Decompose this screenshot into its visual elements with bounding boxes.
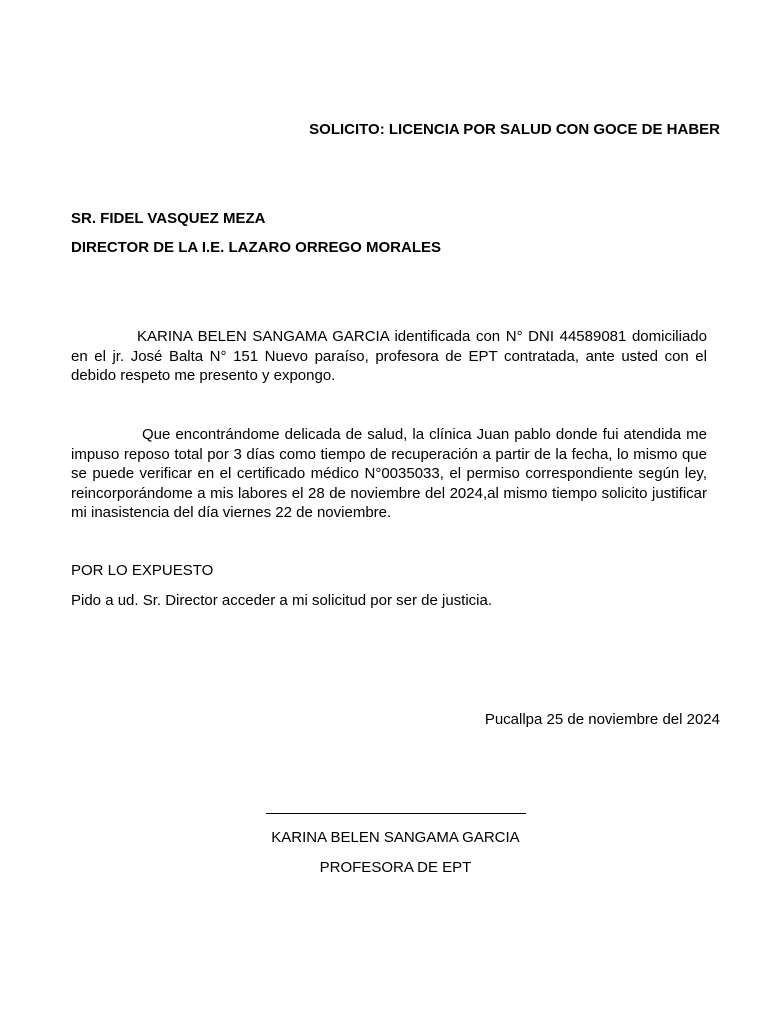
- signatory-name: KARINA BELEN SANGAMA GARCIA: [271, 829, 520, 846]
- closing-heading: POR LO EXPUESTO: [71, 562, 214, 579]
- signatory-position: PROFESORA DE EPT: [319, 859, 472, 876]
- addressee-name: SR. FIDEL VASQUEZ MEZA: [71, 210, 266, 227]
- introduction-paragraph: KARINA BELEN SANGAMA GARCIA identificada con N° DNI 44589081 domiciliado en el jr. José Balta N° 151 Nuevo paraíso, profesora de EPT contratada, ante usted con el debido respeto me presento y expongo.: [71, 328, 707, 384]
- addressee-title: DIRECTOR DE LA I.E. LAZARO ORREGO MORALES: [71, 239, 442, 256]
- signature-line: [266, 813, 526, 814]
- place-date: Pucallpa 25 de noviembre del 2024: [484, 711, 720, 728]
- reason-paragraph: Que encontrándome delicada de salud, la clínica Juan pablo donde fui atendida me impuso reposo total por 3 días como tiempo de recuperación a partir de la fecha, lo mismo que se puede verificar en el certificado médico N°0035033, el permiso correspondiente según ley, reincorporándome a mis labores el 28 de noviembre del 2024,al mismo tiempo solicito justificar mi inasistencia del día viernes 22 de noviembre.: [71, 426, 707, 521]
- subject-line: SOLICITO: LICENCIA POR SALUD CON GOCE DE HABER: [309, 121, 720, 138]
- closing-request: Pido a ud. Sr. Director acceder a mi solicitud por ser de justicia.: [71, 592, 493, 609]
